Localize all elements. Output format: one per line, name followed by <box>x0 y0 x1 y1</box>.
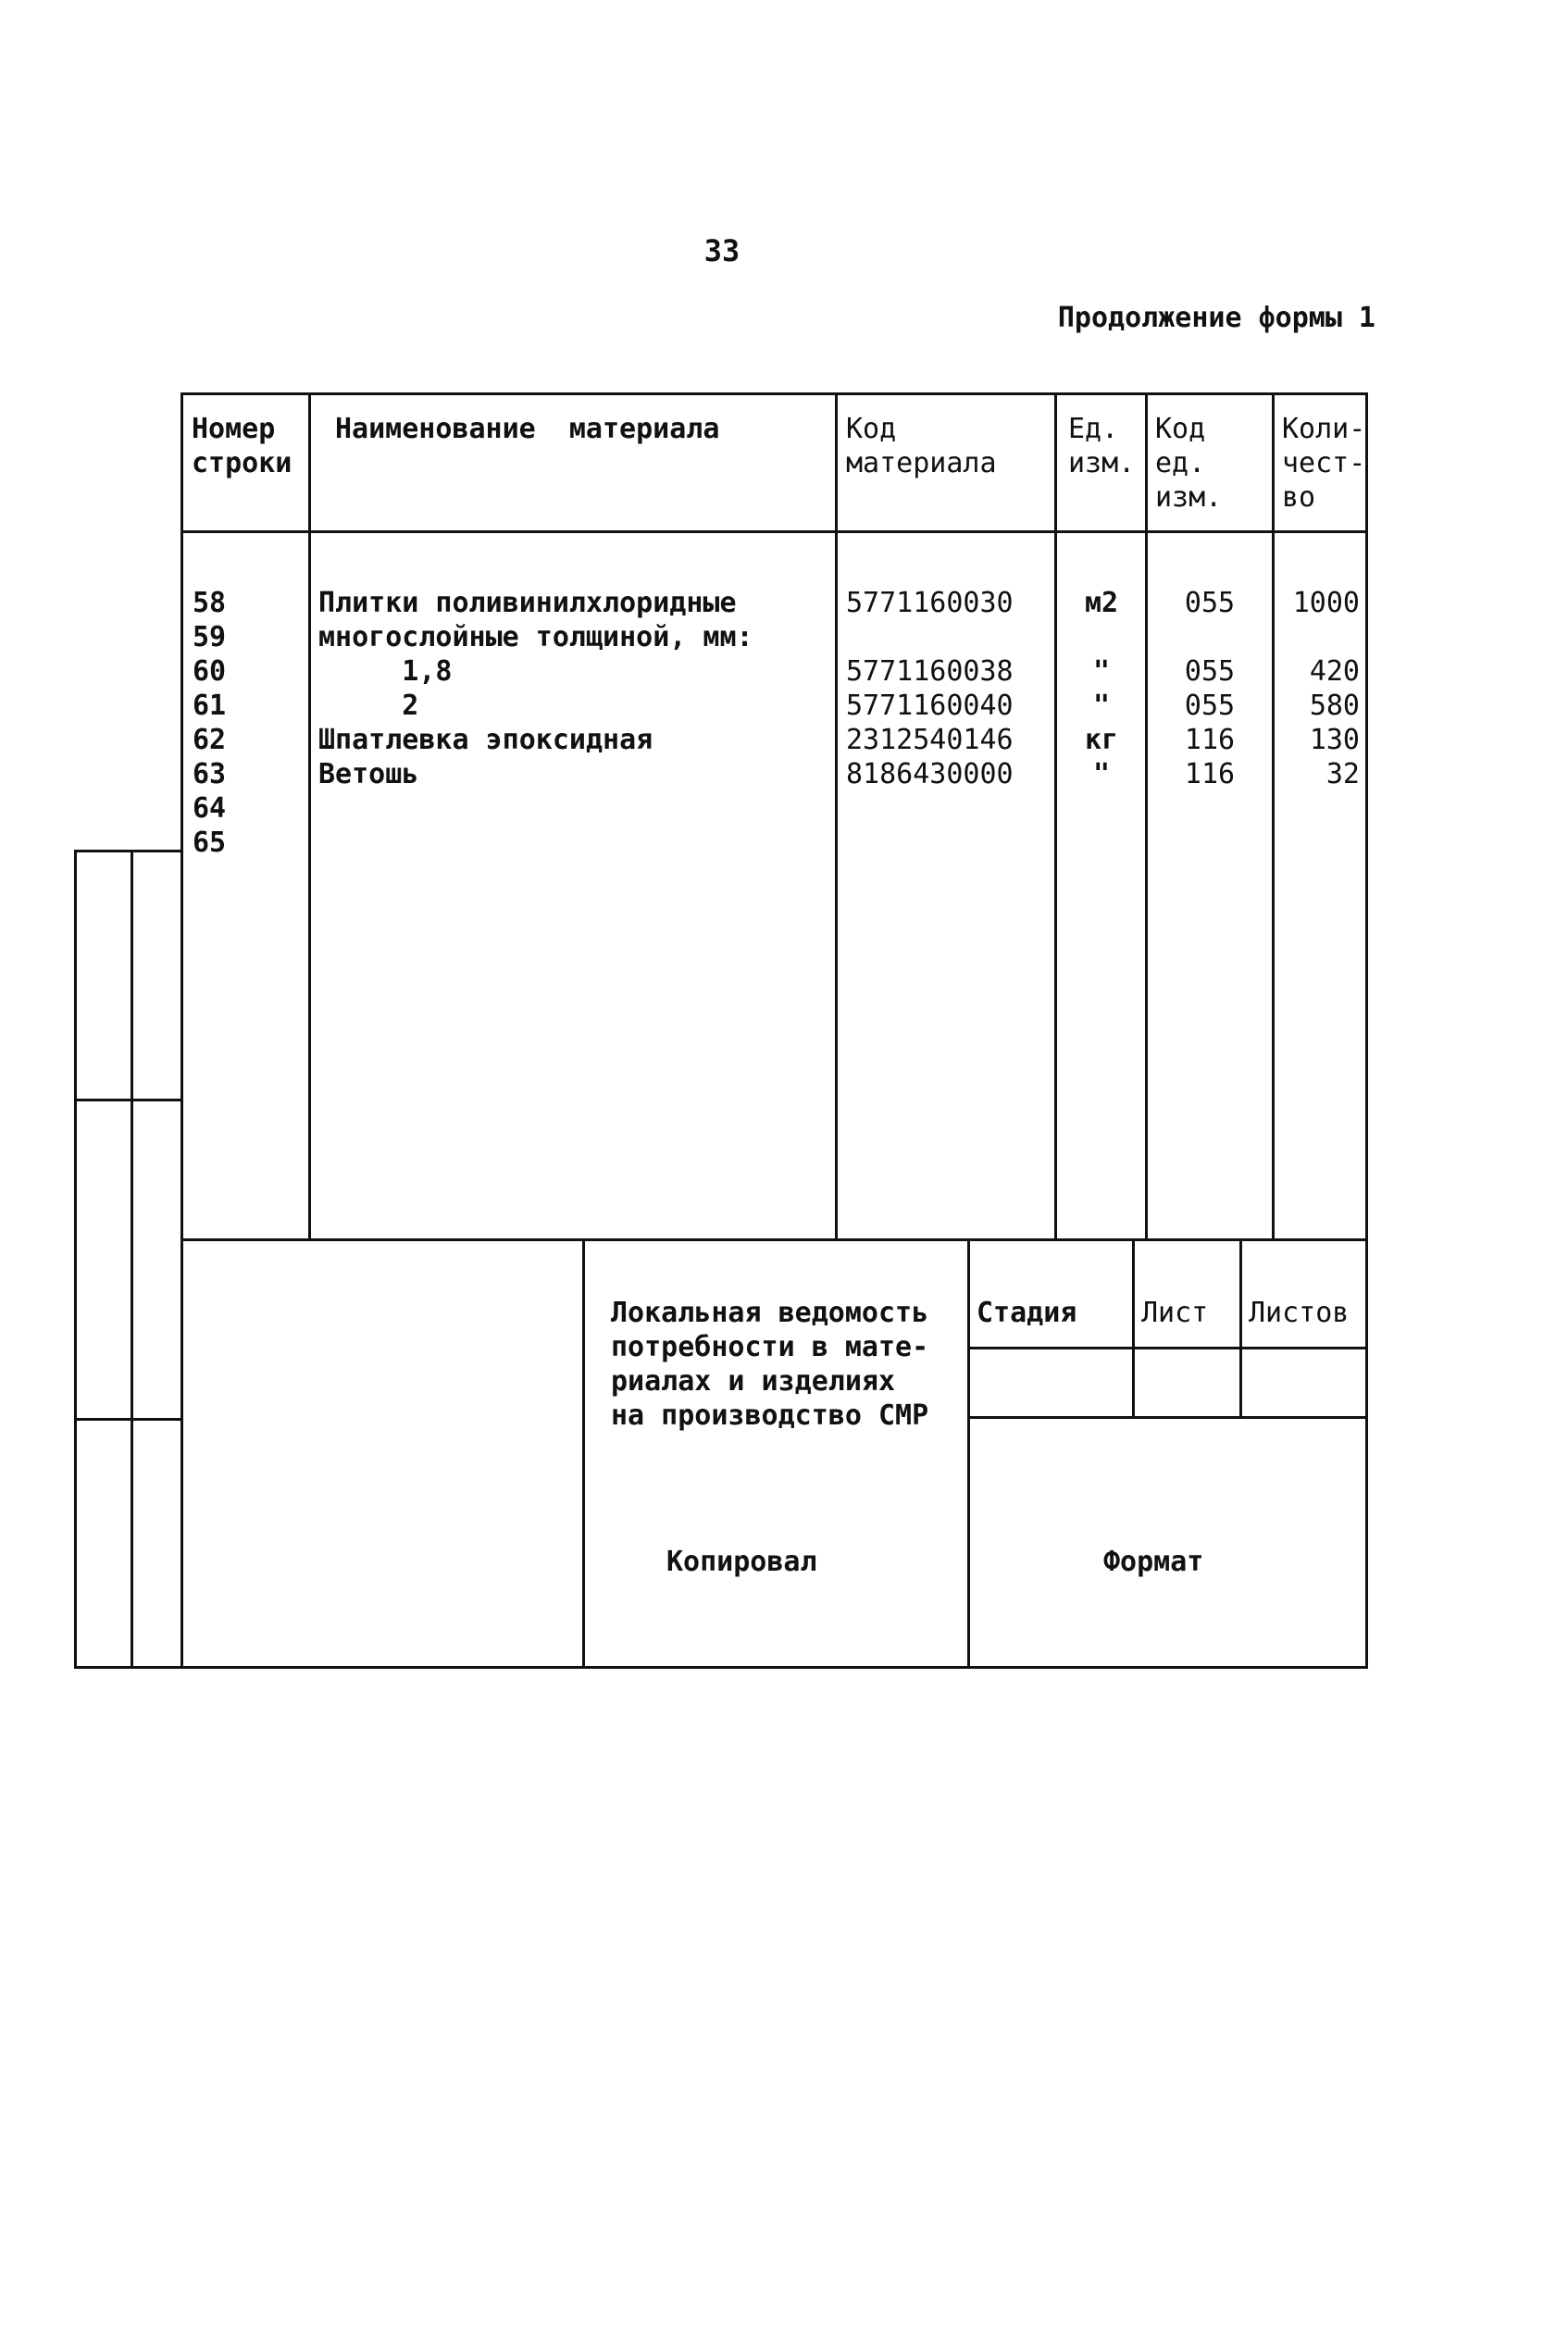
unit-cell: кг <box>1084 724 1119 756</box>
header-unit-1: Ед. <box>1068 413 1119 445</box>
col-divider-quantity <box>1272 392 1275 1241</box>
form-continuation-label: Продолжение формы 1 <box>1057 302 1375 334</box>
quantity-cell: 32 <box>1325 758 1360 790</box>
unit-code-cell: 116 <box>1184 758 1236 790</box>
unit-code-cell: 055 <box>1184 587 1236 619</box>
header-code-2: материала <box>846 447 997 479</box>
table-top-border <box>180 392 1368 395</box>
header-row-number-1: Номер <box>192 413 276 445</box>
col-divider-name <box>308 392 311 1241</box>
margin-box-line-1 <box>74 1099 183 1101</box>
format-row-divider <box>967 1416 1368 1419</box>
header-material-name: Наименование материала <box>335 413 720 445</box>
row-number: 59 <box>193 621 227 653</box>
header-unit-code-3: изм. <box>1155 481 1223 514</box>
document-title-line-2: потребности в мате- <box>611 1331 929 1363</box>
unit-code-cell: 055 <box>1184 655 1236 688</box>
col-divider-unit-code <box>1145 392 1148 1241</box>
col-divider-unit <box>1054 392 1057 1241</box>
header-quantity-1: Коли- <box>1282 413 1366 445</box>
material-name-cell: Ветошь <box>318 758 419 790</box>
unit-code-cell: 116 <box>1184 724 1236 756</box>
material-name-cell: Плитки поливинилхлоридные <box>318 587 737 619</box>
quantity-cell: 130 <box>1309 724 1360 756</box>
unit-cell: " <box>1092 758 1111 790</box>
header-unit-code-1: Код <box>1155 413 1206 445</box>
margin-box-middle <box>131 850 133 1669</box>
unit-cell: " <box>1092 690 1111 722</box>
row-number: 58 <box>193 587 227 619</box>
row-number: 65 <box>193 827 227 859</box>
header-unit-2: изм. <box>1068 447 1136 479</box>
row-number: 62 <box>193 724 227 756</box>
row-number: 63 <box>193 758 227 790</box>
sheet-sheets-divider <box>1239 1238 1242 1416</box>
header-row-number-2: строки <box>192 447 292 479</box>
material-name-cell: 2 <box>318 690 419 722</box>
margin-box-line-2 <box>74 1418 183 1421</box>
header-code-1: Код <box>846 413 897 445</box>
material-code-cell: 5771160040 <box>846 690 1014 722</box>
stage-sheet-divider <box>1132 1238 1135 1416</box>
unit-cell: " <box>1092 655 1111 688</box>
page-number: 33 <box>703 233 740 268</box>
document-title-line-3: риалах и изделиях <box>611 1365 896 1398</box>
document-title-line-4: на производство СМР <box>611 1399 929 1432</box>
quantity-cell: 580 <box>1309 690 1360 722</box>
material-name-cell: Шпатлевка эпоксидная <box>318 724 653 756</box>
margin-box-top <box>74 850 183 852</box>
material-code-cell: 8186430000 <box>846 758 1014 790</box>
header-quantity-3: во <box>1282 481 1316 514</box>
stage-row-divider <box>967 1347 1368 1349</box>
unit-code-cell: 055 <box>1184 690 1236 722</box>
title-block-divider-2 <box>967 1238 970 1669</box>
sheet-label: Лист <box>1141 1297 1209 1329</box>
quantity-cell: 1000 <box>1292 587 1360 619</box>
copied-label: Копировал <box>666 1546 817 1578</box>
title-block-divider-1 <box>582 1238 585 1669</box>
stage-label: Стадия <box>977 1297 1077 1329</box>
header-quantity-2: чест- <box>1282 447 1366 479</box>
row-number: 60 <box>193 655 227 688</box>
table-header-divider <box>180 530 1368 533</box>
col-divider-code <box>835 392 838 1241</box>
header-unit-code-2: ед. <box>1155 447 1206 479</box>
material-name-cell: многослойные толщиной, мм: <box>318 621 753 653</box>
material-code-cell: 5771160038 <box>846 655 1014 688</box>
table-left-border <box>180 392 183 1669</box>
document-title-line-1: Локальная ведомость <box>611 1297 929 1329</box>
title-block-top-border <box>180 1238 1368 1241</box>
sheets-label: Листов <box>1249 1297 1350 1329</box>
quantity-cell: 420 <box>1309 655 1360 688</box>
material-code-cell: 2312540146 <box>846 724 1014 756</box>
unit-cell: м2 <box>1084 587 1119 619</box>
row-number: 64 <box>193 792 227 825</box>
material-code-cell: 5771160030 <box>846 587 1014 619</box>
table-right-border <box>1365 392 1368 1669</box>
format-label: Формат <box>1103 1546 1204 1578</box>
material-name-cell: 1,8 <box>318 655 453 688</box>
margin-box-left <box>74 850 77 1669</box>
row-number: 61 <box>193 690 227 722</box>
table-bottom-border <box>74 1666 1368 1669</box>
